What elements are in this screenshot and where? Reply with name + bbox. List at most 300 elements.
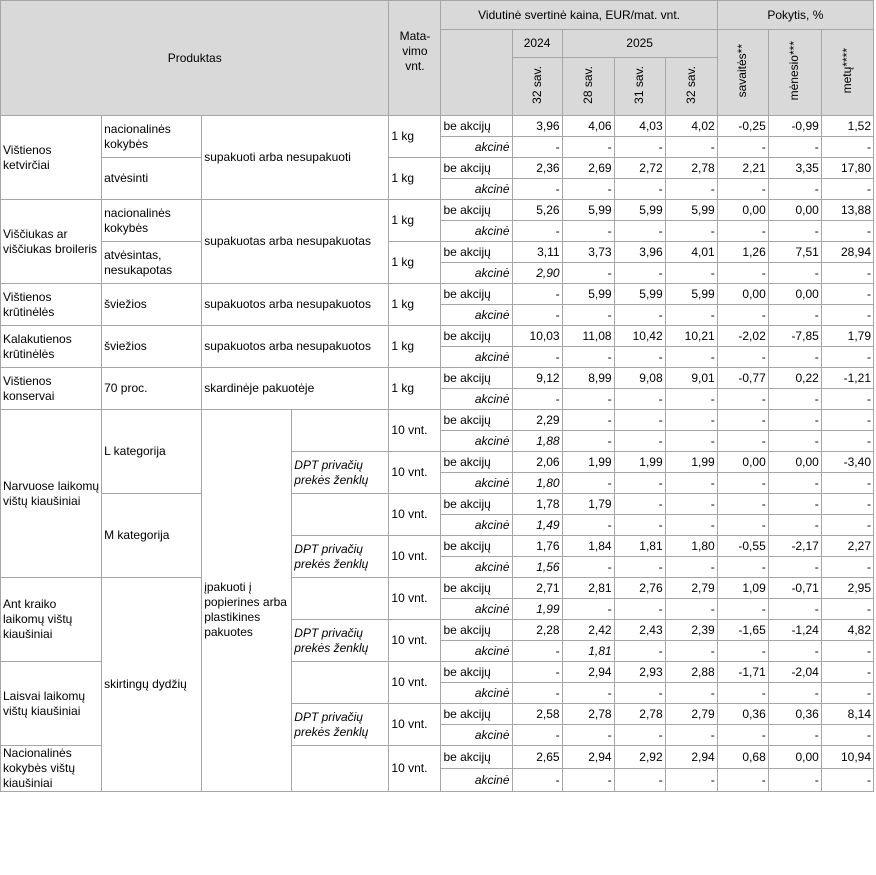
price-cell: - [665,769,717,792]
change-cell: - [768,494,821,515]
price-cell: 4,02 [665,116,717,137]
price-cell: - [512,347,562,368]
price-cell: - [562,221,614,242]
product-name: Vištienos konservai [1,368,102,410]
price-cell: 1,99 [512,599,562,620]
price-cell: 2,29 [512,410,562,431]
price-cell: 2,58 [512,704,562,725]
price-cell: 1,80 [665,536,717,557]
change-cell: 4,82 [821,620,873,641]
brand-blank [292,578,389,620]
price-cell: - [665,494,717,515]
header-year-2025: 2025 [562,30,717,58]
price-type-regular: be akcijų [441,452,512,473]
change-cell: 0,00 [768,200,821,221]
change-cell: - [821,769,873,792]
price-cell: 10,03 [512,326,562,347]
price-cell: - [562,725,614,746]
price-type-regular: be akcijų [441,578,512,599]
unit-cell: 10 vnt. [389,746,441,792]
change-cell: 0,00 [768,746,821,769]
price-type-regular: be akcijų [441,746,512,769]
price-cell: - [562,557,614,578]
price-cell: 5,99 [665,284,717,305]
change-cell: - [821,347,873,368]
price-cell: - [665,410,717,431]
change-cell: 0,68 [717,746,768,769]
change-cell: - [717,305,768,326]
price-cell: 1,84 [562,536,614,557]
change-cell: - [821,557,873,578]
price-cell: 1,99 [614,452,665,473]
price-cell: - [512,389,562,410]
price-cell: 2,78 [665,158,717,179]
price-cell: - [562,599,614,620]
change-cell: 0,00 [717,284,768,305]
change-cell: -1,71 [717,662,768,683]
price-cell: 2,90 [512,263,562,284]
price-cell: - [562,683,614,704]
price-cell: - [614,221,665,242]
price-cell: - [512,284,562,305]
price-cell: 5,99 [562,200,614,221]
price-cell: - [665,683,717,704]
price-type-promo: akcinė [441,263,512,284]
change-cell: - [717,263,768,284]
change-cell: - [717,515,768,536]
change-cell: -0,77 [717,368,768,389]
price-cell: - [614,179,665,200]
unit-cell: 10 vnt. [389,578,441,620]
price-cell: 2,72 [614,158,665,179]
price-type-promo: akcinė [441,389,512,410]
price-type-promo: akcinė [441,137,512,158]
change-cell: - [821,221,873,242]
price-cell: 2,76 [614,578,665,599]
unit-cell: 10 vnt. [389,494,441,536]
price-cell: 2,78 [562,704,614,725]
price-cell: - [512,683,562,704]
change-cell: - [717,347,768,368]
change-cell: - [821,473,873,494]
product-packaging: supakuotos arba nesupakuotos [202,284,389,326]
change-cell: -1,21 [821,368,873,389]
price-cell: - [614,473,665,494]
price-cell: - [614,305,665,326]
change-cell: -7,85 [768,326,821,347]
price-cell: - [614,557,665,578]
change-cell: - [821,683,873,704]
price-cell: - [562,347,614,368]
price-cell: - [512,641,562,662]
change-cell: - [768,599,821,620]
change-cell: 2,21 [717,158,768,179]
change-cell: 28,94 [821,242,873,263]
product-subtype: nacionalinės kokybės [102,116,202,158]
price-cell: 3,96 [512,116,562,137]
unit-cell: 1 kg [389,284,441,326]
price-type-promo: akcinė [441,179,512,200]
change-cell: - [768,221,821,242]
change-cell: 13,88 [821,200,873,221]
price-cell: 3,73 [562,242,614,263]
price-cell: 2,71 [512,578,562,599]
price-cell: - [665,725,717,746]
price-cell: - [562,431,614,452]
unit-cell: 10 vnt. [389,410,441,452]
change-cell: -0,55 [717,536,768,557]
change-cell: - [717,725,768,746]
header-w28: 28 sav. [562,58,614,116]
unit-cell: 1 kg [389,200,441,242]
price-cell: - [665,515,717,536]
price-type-regular: be akcijų [441,368,512,389]
change-cell: -1,24 [768,620,821,641]
header-w32-2025: 32 sav. [665,58,717,116]
change-cell: - [821,641,873,662]
price-cell: - [512,179,562,200]
price-type-promo: akcinė [441,221,512,242]
price-cell: 4,01 [665,242,717,263]
price-type-promo: akcinė [441,599,512,620]
change-cell: - [821,662,873,683]
price-type-regular: be akcijų [441,662,512,683]
change-cell: - [717,389,768,410]
price-type-regular: be akcijų [441,158,512,179]
price-type-promo: akcinė [441,769,512,792]
product-packaging: skardinėje pakuotėje [202,368,389,410]
brand-blank [292,410,389,452]
price-cell: 2,94 [562,746,614,769]
price-cell: 2,94 [562,662,614,683]
price-cell: - [614,431,665,452]
change-cell: - [717,179,768,200]
price-cell: - [665,389,717,410]
change-cell: - [717,137,768,158]
header-unit: Mata- vimo vnt. [389,1,441,116]
header-year-2024: 2024 [512,30,562,58]
change-cell: - [768,431,821,452]
change-cell: 3,35 [768,158,821,179]
price-cell: 8,99 [562,368,614,389]
change-cell: - [768,515,821,536]
change-cell: - [768,683,821,704]
price-cell: - [665,473,717,494]
product-subtype: šviežios [102,284,202,326]
product-subtype: atvėsintas, nesukapotas [102,242,202,284]
change-cell: 0,00 [717,200,768,221]
change-cell: 0,36 [768,704,821,725]
brand-blank [292,746,389,792]
price-cell: 2,28 [512,620,562,641]
price-cell: 2,65 [512,746,562,769]
price-cell: - [665,179,717,200]
header-monthly: mėnesio*** [768,30,821,116]
change-cell: - [768,347,821,368]
change-cell: 17,80 [821,158,873,179]
price-type-regular: be akcijų [441,410,512,431]
product-name: Kalakutienos krūtinėlės [1,326,102,368]
change-cell: - [821,263,873,284]
price-cell: 1,76 [512,536,562,557]
price-cell: - [614,389,665,410]
change-cell: - [821,494,873,515]
brand-dpt: DPT privačių prekės ženklų [292,452,389,494]
price-cell: 3,96 [614,242,665,263]
price-cell: - [562,179,614,200]
price-type-regular: be akcijų [441,200,512,221]
unit-cell: 1 kg [389,116,441,158]
price-type-promo: akcinė [441,683,512,704]
change-cell: -0,71 [768,578,821,599]
brand-dpt: DPT privačių prekės ženklų [292,620,389,662]
price-cell: - [562,769,614,792]
price-cell: 4,03 [614,116,665,137]
unit-cell: 10 vnt. [389,536,441,578]
price-type-regular: be akcijų [441,242,512,263]
price-cell: - [614,263,665,284]
product-subtype: 70 proc. [102,368,202,410]
change-cell: 1,09 [717,578,768,599]
unit-cell: 1 kg [389,158,441,200]
price-type-regular: be akcijų [441,284,512,305]
product-subtype: atvėsinti [102,158,202,200]
change-cell: - [717,769,768,792]
change-cell: 0,00 [768,284,821,305]
change-cell: 0,36 [717,704,768,725]
price-cell: - [614,769,665,792]
change-cell: - [768,725,821,746]
price-type-regular: be akcijų [441,620,512,641]
price-cell: 9,12 [512,368,562,389]
change-cell: 0,00 [768,452,821,473]
header-yearly: metų**** [821,30,873,116]
price-cell: - [614,137,665,158]
price-cell: 9,08 [614,368,665,389]
price-cell: 2,43 [614,620,665,641]
change-cell: - [717,473,768,494]
price-cell: 2,93 [614,662,665,683]
price-type-promo: akcinė [441,305,512,326]
change-cell: - [768,769,821,792]
price-cell: - [562,263,614,284]
egg-packaging: įpakuoti į popierines arba plastikines pakuotes [202,410,292,792]
unit-cell: 1 kg [389,242,441,284]
price-type-promo: akcinė [441,347,512,368]
change-cell: - [821,179,873,200]
price-cell: 1,88 [512,431,562,452]
price-cell: - [614,494,665,515]
price-cell: - [562,410,614,431]
change-cell: 2,27 [821,536,873,557]
price-cell: - [512,137,562,158]
product-name: Viščiukas ar viščiukas broileris [1,200,102,284]
price-cell: 2,88 [665,662,717,683]
price-cell: 1,99 [562,452,614,473]
price-cell: 5,99 [614,200,665,221]
price-cell: 1,81 [562,641,614,662]
price-cell: 4,06 [562,116,614,137]
change-cell: - [821,599,873,620]
price-type-regular: be akcijų [441,536,512,557]
price-cell: - [665,557,717,578]
header-w32-2024: 32 sav. [512,58,562,116]
price-cell: - [614,410,665,431]
unit-cell: 10 vnt. [389,704,441,746]
price-type-regular: be akcijų [441,704,512,725]
price-cell: 5,99 [614,284,665,305]
price-cell: 2,78 [614,704,665,725]
price-cell: 1,99 [665,452,717,473]
price-cell: 10,21 [665,326,717,347]
price-type-regular: be akcijų [441,494,512,515]
price-cell: - [512,769,562,792]
change-cell: - [768,389,821,410]
change-cell: -1,65 [717,620,768,641]
unit-cell: 1 kg [389,368,441,410]
change-cell: - [768,179,821,200]
header-product: Produktas [1,1,389,116]
change-cell: 1,26 [717,242,768,263]
change-cell: 7,51 [768,242,821,263]
change-cell: - [821,305,873,326]
unit-cell: 10 vnt. [389,662,441,704]
price-cell: 2,06 [512,452,562,473]
price-cell: 3,11 [512,242,562,263]
product-name: Vištienos krūtinėlės [1,284,102,326]
product-packaging: supakuoti arba nesupakuoti [202,116,389,200]
change-cell: - [768,473,821,494]
price-cell: - [614,599,665,620]
change-cell: -2,02 [717,326,768,347]
price-cell: - [665,347,717,368]
product-name: Vištienos ketvirčiai [1,116,102,200]
price-cell: - [512,662,562,683]
change-cell: - [768,263,821,284]
change-cell: - [717,557,768,578]
change-cell: - [821,431,873,452]
price-cell: - [562,137,614,158]
brand-dpt: DPT privačių prekės ženklų [292,704,389,746]
price-type-regular: be akcijų [441,326,512,347]
change-cell: - [717,431,768,452]
change-cell: 2,95 [821,578,873,599]
change-cell: -2,04 [768,662,821,683]
price-cell: 2,94 [665,746,717,769]
price-cell: 5,99 [562,284,614,305]
change-cell: - [821,389,873,410]
price-cell: 2,39 [665,620,717,641]
brand-blank [292,494,389,536]
change-cell: - [768,557,821,578]
header-avg-price: Vidutinė svertinė kaina, EUR/mat. vnt. [441,1,717,30]
change-cell: 1,79 [821,326,873,347]
product-name: Laisvai laikomų vištų kiaušiniai [1,662,102,746]
price-type-promo: akcinė [441,515,512,536]
price-type-promo: akcinė [441,557,512,578]
header-change: Pokytis, % [717,1,873,30]
change-cell: 10,94 [821,746,873,769]
price-cell: - [512,221,562,242]
price-cell: - [562,515,614,536]
change-cell: -2,17 [768,536,821,557]
product-subtype: skirtingų dydžių [102,578,202,792]
change-cell: - [717,494,768,515]
price-cell: 5,99 [665,200,717,221]
product-name: Ant kraiko laikomų vištų kiaušiniai [1,578,102,662]
price-cell: - [614,641,665,662]
change-cell: 0,00 [717,452,768,473]
product-packaging: supakuotos arba nesupakuotos [202,326,389,368]
price-cell: 5,26 [512,200,562,221]
price-cell: - [665,221,717,242]
change-cell: - [768,137,821,158]
price-cell: 11,08 [562,326,614,347]
price-cell: 2,79 [665,578,717,599]
change-cell: - [821,410,873,431]
price-type-promo: akcinė [441,431,512,452]
change-cell: -3,40 [821,452,873,473]
change-cell: - [717,683,768,704]
price-cell: - [614,347,665,368]
change-cell: - [768,410,821,431]
price-cell: - [562,389,614,410]
unit-cell: 1 kg [389,326,441,368]
product-name: Narvuose laikomų vištų kiaušiniai [1,410,102,578]
price-cell: - [665,137,717,158]
header-w31: 31 sav. [614,58,665,116]
product-name: Nacionalinės kokybės vištų kiaušiniai [1,746,102,792]
brand-dpt: DPT privačių prekės ženklų [292,536,389,578]
price-type-promo: akcinė [441,725,512,746]
header-weekly: savaitės** [717,30,768,116]
unit-cell: 10 vnt. [389,452,441,494]
change-cell: - [821,725,873,746]
change-cell: - [821,515,873,536]
change-cell: - [717,641,768,662]
change-cell: - [717,599,768,620]
price-cell: - [665,263,717,284]
price-cell: - [665,305,717,326]
product-subtype: M kategorija [102,494,202,578]
price-cell: - [562,305,614,326]
price-cell: 2,69 [562,158,614,179]
unit-cell: 10 vnt. [389,620,441,662]
product-packaging: supakuotas arba nesupakuotas [202,200,389,284]
change-cell: -0,25 [717,116,768,137]
price-type-regular: be akcijų [441,116,512,137]
price-cell: - [512,725,562,746]
price-cell: 1,80 [512,473,562,494]
price-type-promo: akcinė [441,473,512,494]
product-subtype: šviežios [102,326,202,368]
price-cell: 1,49 [512,515,562,536]
price-cell: 2,79 [665,704,717,725]
change-cell: - [821,137,873,158]
change-cell: -0,99 [768,116,821,137]
price-cell: - [614,725,665,746]
price-cell: - [614,683,665,704]
price-cell: - [665,431,717,452]
change-cell: 8,14 [821,704,873,725]
change-cell: 0,22 [768,368,821,389]
change-cell: - [768,641,821,662]
change-cell: 1,52 [821,116,873,137]
price-cell: 1,56 [512,557,562,578]
change-cell: - [717,221,768,242]
price-cell: 2,92 [614,746,665,769]
price-cell: 1,81 [614,536,665,557]
